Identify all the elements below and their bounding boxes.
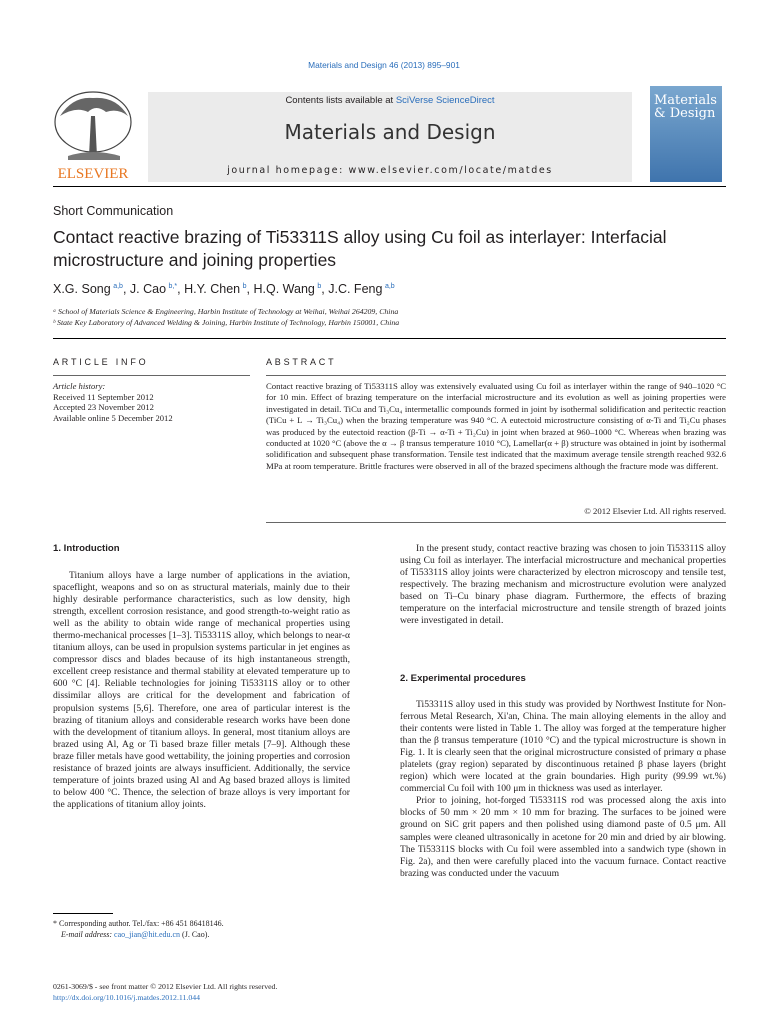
experimental-paragraph-2: Prior to joining, hot-forged Ti53311S rod was processed along the axis into blocks of 50 mm × 20 mm × 10 mm for brazing. The surfaces to be joined were ground on SiC grit papers and then polished using diamond paste of 0.5 μm. All samples were cleaned ultrasonically in acetone for 20 min and dried by air blowing. The Ti53311S blocks with Cu foil were assembled into a sandwich type (shown in Fig. 2a), and then were carefully placed into the vacuum furnace. Contact reactive brazing was conducted under the vacuum bbox=[400, 795, 726, 879]
journal-homepage[interactable]: journal homepage: www.elsevier.com/locate/matdes bbox=[227, 165, 553, 176]
author-affiliation-mark[interactable]: b bbox=[242, 282, 247, 290]
history-label: Article history: bbox=[53, 381, 106, 391]
author-name: H.Y. Chen bbox=[184, 282, 241, 296]
article-title: Contact reactive brazing of Ti53311S alloy using Cu foil as interlayer: Interfacial microstructure and joining properties bbox=[53, 227, 667, 270]
author-affiliation-mark[interactable]: b,* bbox=[168, 282, 178, 290]
article-info-divider bbox=[53, 375, 250, 376]
history-online: Available online 5 December 2012 bbox=[53, 412, 173, 423]
email-link[interactable]: cao_jian@hit.edu.cn bbox=[114, 930, 181, 939]
author-name: H.Q. Wang bbox=[253, 282, 315, 296]
introduction-paragraph: Titanium alloys have a large number of applications in the aviation, spaceflight, weapons and so on as structural materials, mainly due to their highly desirable performance characteristics, such as low density, high strength, excellent corrosion resistance, and good strength-to-weight ratio as well as the ability to obtain wide range of mechanical properties using thermo-mechanical processes [1–3]. Ti53311S alloy, which belongs to near-α titanium alloys, can be used in propulsion systems particular in jet engines as compressor discs and blades because of its high instantaneous strength, excellent creep resistance and thermal stability at elevated temperature up to 600 °C [4]. Reliable technologies for joining Ti53311S alloy or to other dissimilar alloys are critical for the development and fabrication of propulsion systems [5,6]. Therefore, one area of particular interest is the brazing of titanium alloys and considerable research works have been done with the development of titanium alloys. In general, most titanium alloys are brazed using Al, Ag or Ti based braze filler metals [7–9]. Although these braze filler metals have good wettability, the joining properties and corrosion resistance of brazed joints are always insufficient. Additionally, the service temperature of joints brazed using Al and Ag based brazed alloys is limited to below 400 °C. Thence, the selection of braze alloys is very important for the applications of titanium alloy joints. bbox=[53, 570, 350, 810]
affiliation-a: ᵃ School of Materials Science & Engineering, Harbin Institute of Technology at Weihai, Weihai 264209, China bbox=[53, 307, 399, 316]
cover-title: Materials & Design bbox=[654, 93, 717, 121]
author-affiliation-mark[interactable]: a,b bbox=[384, 282, 395, 290]
abstract-divider bbox=[266, 375, 726, 376]
affiliation-b: ᵇ State Key Laboratory of Advanced Welding & Joining, Harbin Institute of Technology, Harbin 150001, China bbox=[53, 318, 400, 327]
email-label: E-mail address: bbox=[61, 930, 115, 939]
section-type: Short Communication bbox=[53, 204, 174, 218]
author-name: X.G. Song bbox=[53, 282, 111, 296]
abstract-heading: ABSTRACT bbox=[266, 357, 337, 367]
corresponding-author-line: * Corresponding author. Tel./fax: +86 451 86418146. bbox=[53, 919, 224, 928]
author-affiliation-mark[interactable]: a,b bbox=[113, 282, 123, 290]
sciencedirect-link[interactable]: SciVerse ScienceDirect bbox=[395, 95, 495, 106]
corresponding-author-footnote bbox=[53, 918, 224, 940]
front-matter-info bbox=[53, 982, 277, 1003]
issn-line: 0261-3069/$ - see front matter © 2012 Elsevier Ltd. All rights reserved. bbox=[53, 982, 278, 991]
author-name: J. Cao bbox=[129, 282, 167, 296]
journal-cover-image bbox=[650, 86, 722, 182]
author-divider bbox=[53, 338, 726, 339]
abstract-text: Contact reactive brazing of Ti53311S alloy was extensively evaluated using Cu foil as interlayer within the range of 940–1020 °C for 10 min. Effect of brazing temperature on the interfacial microstructure and its evolution as well as joining properties were investigated in detail. TiCu and Ti₃Cu₄ intermetallic compounds formed in joint by isothermal solidification and peritectic reaction (TiCu + L → Ti₃Cu₄) when the brazing temperature was 940 °C. A eutectoid microstructure consisting of α-Ti and Ti₂Cu phases was produced by the eutectoid reaction (β-Ti → α-Ti + Ti₂Cu) in joint when brazed at 960–1000 °C. Whereas when brazing was conducted at 1020 °C (above the α → β transus temperature 1010 °C), Lamellar(α + β) structure was obtained in joint by isothermal solidification and subsequent phase transformation. Tensile test indicated that the maximum average tensile strength reached 932.6 MPa at room temperature. Brittle fractures were observed in all of the brazed specimens although the fracture mode was different. bbox=[266, 381, 726, 471]
history-received: Received 11 September 2012 bbox=[53, 391, 154, 402]
header-divider bbox=[53, 186, 726, 187]
introduction-heading: 1. Introduction bbox=[53, 543, 120, 554]
author-list: X.G. Song $^{a,b}$, J. Cao $^{b,*}$, H.Y. Chen $^b$, H.Q. Wang $^b$, J.C. Feng $^{a,b}$ bbox=[53, 282, 395, 296]
journal-title: Materials and Design bbox=[284, 120, 496, 144]
article-history bbox=[53, 381, 173, 423]
abstract-copyright: © 2012 Elsevier Ltd. All rights reserved. bbox=[584, 506, 726, 516]
article-info-heading: ARTICLE INFO bbox=[53, 357, 149, 367]
experimental-heading: 2. Experimental procedures bbox=[400, 673, 526, 684]
contents-line bbox=[148, 95, 632, 106]
right-column-intro bbox=[400, 543, 726, 627]
study-paragraph: In the present study, contact reactive brazing was chosen to join Ti53311S alloy using Cu foil as interlayer. The interfacial microstructure and mechanical properties of Ti53311S alloy joints were characterized by electron microscopy and tensile test, respectively. The brazing mechanism and microstructure evolution were analyzed based on Ti–Cu binary phase diagram. Furthermore, the effects of brazing temperature on the interfacial microstructure and tensile strength of brazed joints were investigated in detail. bbox=[400, 543, 726, 627]
author-name: J.C. Feng bbox=[328, 282, 383, 296]
doi-link[interactable]: http://dx.doi.org/10.1016/j.matdes.2012.11.044 bbox=[53, 992, 201, 1002]
publisher-name: ELSEVIER bbox=[57, 166, 129, 182]
footnote-divider bbox=[53, 913, 113, 914]
email-suffix: (J. Cao). bbox=[180, 930, 210, 939]
contents-prefix: Contents lists available at bbox=[285, 95, 396, 106]
history-accepted: Accepted 23 November 2012 bbox=[53, 402, 154, 413]
experimental-body bbox=[400, 699, 726, 880]
introduction-body bbox=[53, 570, 350, 811]
experimental-paragraph-1: Ti53311S alloy used in this study was provided by Northwest Institute for Non-ferrous Metal Research, Xi'an, China. The main alloying elements in the alloy and their contents were listed in Table 1. The alloy was forged at the temperature higher than the β transus temperature (1010 °C) and the typical microstructure is shown in Fig. 1. It is clearly seen that the original microstructure consisted of primary α phase platelets (gray region) separated by discontinuous retained β phase layers (bright region) which were located at the grain boundaries. High purity (99.99 wt.%) commercial Cu foil with 100 μm in thickness was used as interlayer. bbox=[400, 699, 726, 795]
elsevier-tree-logo-icon bbox=[48, 86, 138, 182]
author-affiliation-mark[interactable]: b bbox=[317, 282, 322, 290]
journal-citation-link[interactable]: Materials and Design 46 (2013) 895–901 bbox=[308, 60, 460, 70]
abstract-bottom-divider bbox=[266, 522, 726, 523]
